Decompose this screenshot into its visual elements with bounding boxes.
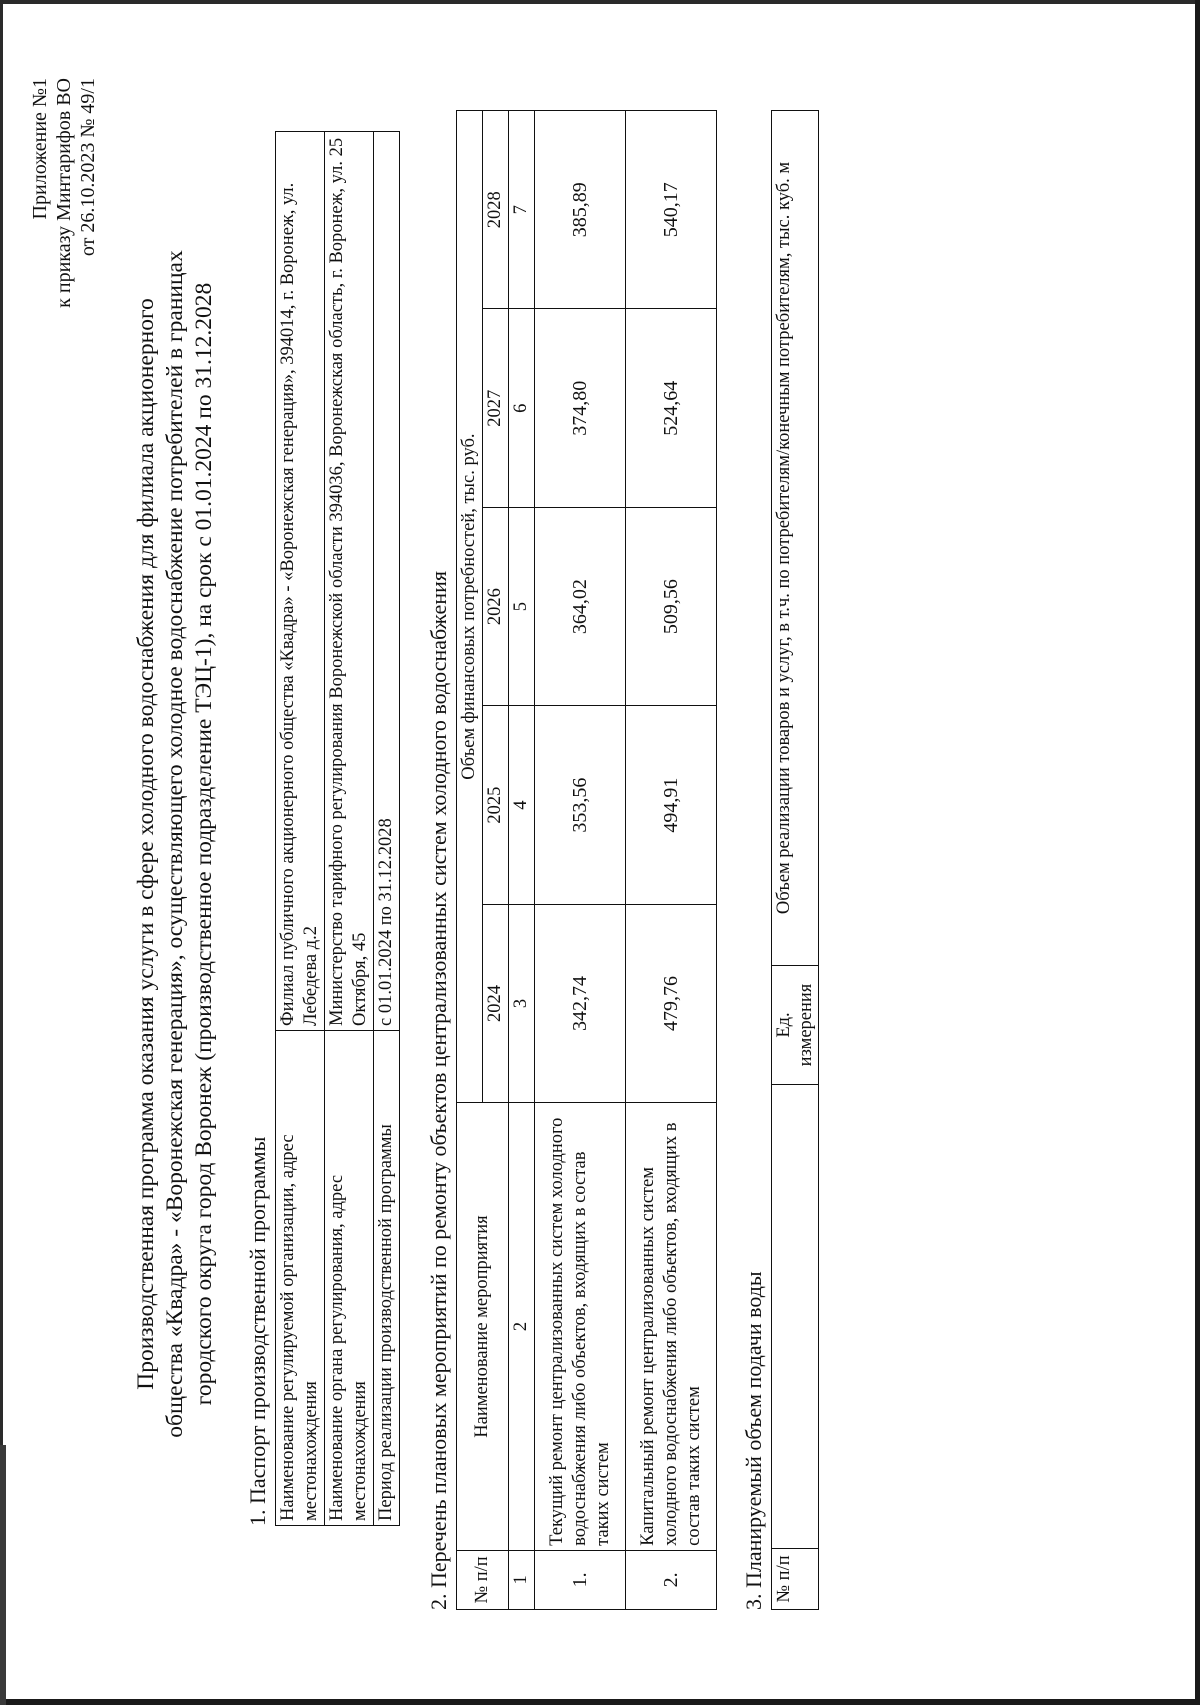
passport-row	[325, 132, 374, 1526]
passport-table	[275, 131, 400, 1526]
col3-unit-header: Ед. измерения	[772, 966, 819, 1085]
column-index-cell: 5	[509, 507, 535, 705]
passport-value: Филиал публичного акционерного общества «Квадра» - «Воронежская генерация», 394014, г. Воронеж, ул. Лебедева д.2	[276, 132, 325, 1031]
title-line-1: Производственная программа оказания услуги в сфере холодного водоснабжения для филиала акционерного	[133, 298, 159, 1390]
column-index-cell: 7	[509, 111, 535, 309]
passport-label: Период реализации производственной программы	[374, 1031, 400, 1526]
passport-value: с 01.01.2024 по 31.12.2028	[374, 132, 400, 1031]
works-index-row	[509, 111, 535, 1610]
col3-name-header	[772, 1085, 819, 1549]
water-volume-header-row	[772, 111, 819, 1610]
works-row	[535, 111, 626, 1610]
works-row-amount: 364,02	[535, 507, 626, 705]
appendix-order: к приказу Минтарифов ВО	[53, 78, 75, 308]
works-row-amount: 479,76	[626, 904, 717, 1102]
title-line-3: городского округа город Воронеж (производственное подразделение ТЭЦ-1), на срок с 01.01.2024 по 31.12.2028	[191, 282, 217, 1406]
section-2-heading: 2. Перечень плановых мероприятий по ремонту объектов централизованных систем холодного водоснабжения	[426, 571, 451, 1610]
works-row	[626, 111, 717, 1610]
year-header: 2024	[483, 904, 509, 1102]
year-header: 2025	[483, 706, 509, 904]
works-header-row	[457, 111, 483, 1610]
works-row-name: Текущий ремонт централизованных систем холодного водоснабжения либо объектов, входящих в состав таких систем	[535, 1103, 626, 1551]
column-index-cell: 2	[509, 1103, 535, 1551]
year-header: 2026	[483, 507, 509, 705]
column-index-cell: 3	[509, 904, 535, 1102]
passport-label: Наименование органа регулирования, адрес местонахождения	[325, 1031, 374, 1526]
appendix-number: Приложение №1	[29, 78, 51, 220]
passport-row	[374, 132, 400, 1526]
works-row-amount: 494,91	[626, 706, 717, 904]
title-line-2: общества «Квадра» - «Воронежская генерация», осуществляющего холодное водоснабжение потребителей в границах	[162, 250, 188, 1438]
works-row-amount: 353,56	[535, 706, 626, 904]
works-row-amount: 509,56	[626, 507, 717, 705]
works-row-amount: 540,17	[626, 111, 717, 309]
document-title	[132, 78, 219, 1610]
section-3-heading: 3. Планируемый объем подачи воды	[741, 1271, 766, 1610]
water-volume-table	[771, 110, 819, 1610]
column-index-cell: 4	[509, 706, 535, 904]
works-row-amount: 385,89	[535, 111, 626, 309]
works-row-amount: 374,80	[535, 309, 626, 507]
works-row-name: Капитальный ремонт централизованных систем холодного водоснабжения либо объектов, входящих в состав таких систем	[626, 1103, 717, 1551]
passport-label: Наименование регулируемой организации, адрес местонахождения	[276, 1031, 325, 1526]
year-header: 2027	[483, 309, 509, 507]
col-number-header: № п/п	[457, 1550, 509, 1609]
works-table	[456, 110, 717, 1610]
col-name-header: Наименование мероприятия	[457, 1103, 509, 1551]
passport-value: Министерство тарифного регулирования Воронежской области 394036, Воронежская область, г. Воронеж, ул. 25 Октября, 45	[325, 132, 374, 1031]
appendix-header	[28, 78, 100, 1610]
passport-row	[276, 132, 325, 1526]
works-row-amount: 524,64	[626, 309, 717, 507]
col3-volume-header: Объем реализации товаров и услуг, в т.ч. по потребителям/конечным потребителям, тыс. куб. м	[772, 111, 819, 966]
year-header: 2028	[483, 111, 509, 309]
works-row-number: 2.	[626, 1550, 717, 1609]
col3-number-header: № п/п	[772, 1549, 819, 1610]
col-finance-group-header: Объем финансовых потребностей, тыс. руб.	[457, 111, 483, 1103]
column-index-cell: 6	[509, 309, 535, 507]
works-row-number: 1.	[535, 1550, 626, 1609]
section-1-heading: 1. Паспорт производственной программы	[245, 1136, 270, 1526]
column-index-cell: 1	[509, 1550, 535, 1609]
works-row-amount: 342,74	[535, 904, 626, 1102]
appendix-date: от 26.10.2023 № 49/1	[77, 78, 99, 257]
